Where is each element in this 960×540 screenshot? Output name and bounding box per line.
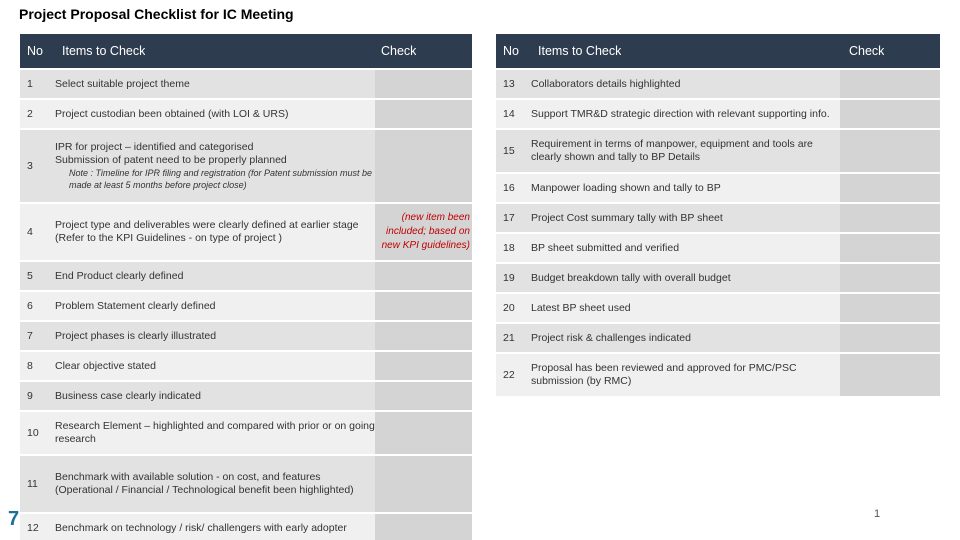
checklist-item-text (55, 412, 375, 454)
checklist-item-text (55, 456, 375, 512)
table-row (496, 324, 940, 352)
check-cell[interactable] (375, 292, 472, 320)
row-number: 2 (27, 107, 33, 120)
row-number: 3 (27, 159, 33, 172)
item-text-line2: (Refer to the KPI Guidelines - on type of project ) (55, 232, 283, 244)
checklist-item-text (531, 130, 837, 172)
table-row (496, 234, 940, 262)
row-number: 7 (27, 329, 33, 342)
table-row (20, 322, 472, 350)
checklist-item-text (531, 174, 837, 202)
row-number: 18 (503, 241, 515, 254)
item-text: Latest BP sheet used (531, 301, 631, 314)
row-number: 1 (27, 77, 33, 90)
item-text: BP sheet submitted and verified (531, 241, 680, 254)
checklist-item-text (55, 130, 375, 202)
check-cell[interactable] (375, 130, 472, 202)
item-text: Project Cost summary tally with BP sheet (531, 211, 723, 224)
checklist-item-text (55, 262, 375, 290)
item-text: Clear objective stated (55, 359, 156, 372)
check-cell[interactable] (375, 456, 472, 512)
item-text: Problem Statement clearly defined (55, 299, 216, 312)
check-cell[interactable] (840, 234, 940, 262)
checklist-item-text (55, 382, 375, 410)
check-cell[interactable] (375, 100, 472, 128)
page-number: 1 (874, 508, 881, 520)
check-cell[interactable] (375, 262, 472, 290)
check-cell[interactable] (840, 100, 940, 128)
header-no: No (27, 43, 43, 58)
row-number: 8 (27, 359, 33, 372)
table-row (20, 204, 472, 260)
checklist-item-text (531, 204, 837, 232)
checklist-item-text (55, 352, 375, 380)
header-check: Check (849, 43, 885, 58)
item-text: IPR for project – identified and categorised (55, 141, 254, 153)
check-cell[interactable] (840, 294, 940, 322)
row-number: 19 (503, 271, 515, 284)
checklist-item-text (55, 514, 375, 540)
item-text: Business case clearly indicated (55, 389, 201, 402)
row-number: 5 (27, 269, 33, 282)
item-text: Select suitable project theme (55, 77, 190, 90)
table-row (20, 456, 472, 512)
table-row (496, 204, 940, 232)
page-title: Project Proposal Checklist for IC Meeting (19, 6, 294, 22)
checklist-item-text (531, 354, 837, 396)
header-no: No (503, 43, 519, 58)
checklist-item-text (531, 70, 837, 98)
item-text: Manpower loading shown and tally to BP (531, 181, 721, 194)
item-text: Benchmark with available solution - on cost, and features (Operational / Financial / Technological benefit been highlighted) (55, 471, 354, 496)
check-cell[interactable] (375, 352, 472, 380)
item-text: Budget breakdown tally with overall budget (531, 271, 731, 284)
item-text: End Product clearly defined (55, 269, 184, 282)
checklist-item-text (531, 234, 837, 262)
header-items-to-check: Items to Check (538, 43, 622, 58)
table-row (496, 264, 940, 292)
item-text: Requirement in terms of manpower, equipment and tools are clearly shown and tally to BP Details (531, 138, 813, 163)
table-row (496, 174, 940, 202)
table-header-row (496, 34, 940, 68)
checklist-item-text (531, 100, 837, 128)
item-text: Benchmark on technology / risk/ challengers with early adopter (55, 521, 347, 534)
checklist-item-text (55, 292, 375, 320)
check-cell[interactable] (375, 514, 472, 540)
item-text: Project custodian been obtained (with LOI & URS) (55, 107, 289, 120)
row-number: 9 (27, 389, 33, 402)
check-cell[interactable] (375, 322, 472, 350)
table-row (20, 514, 472, 540)
item-text: Collaborators details highlighted (531, 77, 681, 90)
check-cell[interactable] (375, 412, 472, 454)
logo-fragment: 7 (8, 508, 20, 530)
item-text-line2: Submission of patent need to be properly planned (55, 154, 287, 166)
row-number: 10 (27, 426, 39, 439)
checklist-item-text (531, 264, 837, 292)
table-row (496, 294, 940, 322)
item-text: Project risk & challenges indicated (531, 331, 691, 344)
table-row (20, 70, 472, 98)
check-cell[interactable] (840, 264, 940, 292)
item-text: Research Element – highlighted and compared with prior or on going research (55, 420, 375, 445)
check-cell[interactable] (375, 382, 472, 410)
table-header-row (20, 34, 472, 68)
item-text: Support TMR&D strategic direction with relevant supporting info. (531, 107, 830, 120)
check-cell[interactable] (840, 324, 940, 352)
row-number: 14 (503, 107, 515, 120)
item-text: Proposal has been reviewed and approved for PMC/PSC submission (by RMC) (531, 362, 797, 387)
row-number: 11 (27, 477, 38, 490)
row-number: 6 (27, 299, 33, 312)
check-cell[interactable] (840, 204, 940, 232)
check-cell[interactable] (375, 204, 472, 260)
row-number: 12 (27, 521, 39, 534)
header-items-to-check: Items to Check (62, 43, 146, 58)
table-row (496, 100, 940, 128)
check-cell[interactable] (840, 354, 940, 396)
row-number: 16 (503, 181, 515, 194)
row-number: 13 (503, 77, 515, 90)
row-number: 20 (503, 301, 515, 314)
table-row (20, 130, 472, 202)
table-row (496, 130, 940, 172)
table-row (496, 354, 940, 396)
table-row (20, 382, 472, 410)
row-number: 22 (503, 368, 515, 381)
row-number: 4 (27, 225, 33, 238)
table-row (20, 352, 472, 380)
table-row (20, 412, 472, 454)
table-row (20, 292, 472, 320)
checklist-item-text (531, 294, 837, 322)
table-row (496, 70, 940, 98)
check-cell[interactable] (840, 130, 940, 172)
new-item-note: (new item been included; based on new KPI guidelines) (381, 212, 470, 251)
checklist-item-text (55, 100, 375, 128)
checklist-item-text (55, 204, 375, 260)
table-row (20, 100, 472, 128)
checklist-item-text (531, 324, 837, 352)
row-number: 21 (503, 331, 515, 344)
row-number: 17 (503, 211, 515, 224)
check-cell[interactable] (840, 70, 940, 98)
row-number: 15 (503, 144, 515, 157)
item-note: Note : Timeline for IPR filing and registration (for Patent submission must be made at least 5 months before project close) (69, 168, 373, 190)
item-text: Project type and deliverables were clearly defined at earlier stage (55, 219, 359, 231)
check-cell[interactable] (840, 174, 940, 202)
item-text: Project phases is clearly illustrated (55, 329, 217, 342)
checklist-item-text (55, 322, 375, 350)
check-cell[interactable] (375, 70, 472, 98)
table-row (20, 262, 472, 290)
header-check: Check (381, 43, 417, 58)
checklist-item-text (55, 70, 375, 98)
